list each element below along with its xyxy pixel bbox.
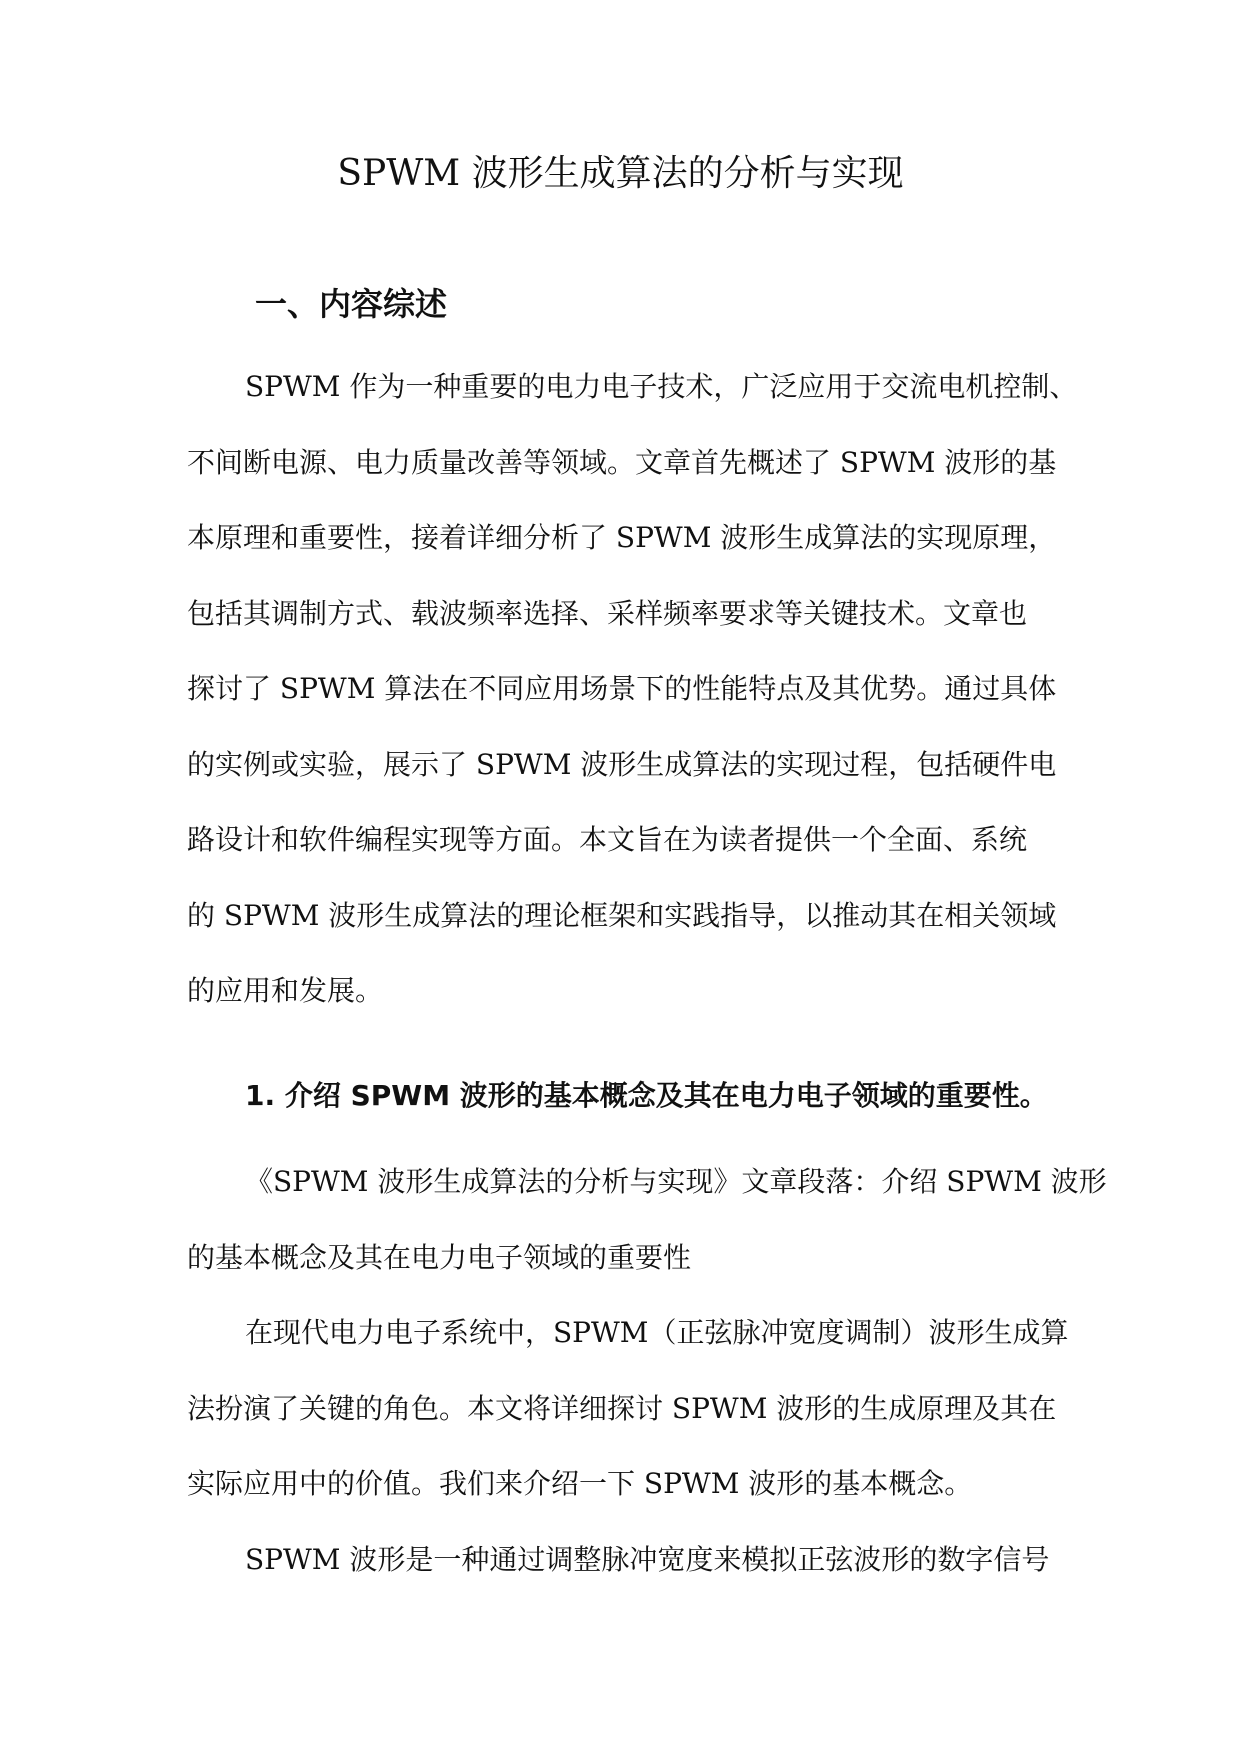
paragraph-line: 本原理和重要性，接着详细分析了 SPWM 波形生成算法的实现原理， (187, 521, 1057, 554)
paragraph-line: 探讨了 SPWM 算法在不同应用场景下的性能特点及其优势。通过具体 (187, 672, 1057, 705)
paragraph-line: 包括其调制方式、载波频率选择、采样频率要求等关键技术。文章也 (187, 597, 1028, 630)
paragraph-line: 的实例或实验，展示了 SPWM 波形生成算法的实现过程，包括硬件电 (187, 748, 1057, 781)
paragraph-line: 《SPWM 波形生成算法的分析与实现》文章段落：介绍 SPWM 波形 (245, 1165, 1107, 1198)
section-heading: 一、内容综述 (255, 285, 448, 323)
paragraph-line: SPWM 波形是一种通过调整脉冲宽度来模拟正弦波形的数字信号 (245, 1543, 1050, 1576)
paragraph-line: 法扮演了关键的角色。本文将详细探讨 SPWM 波形的生成原理及其在 (187, 1392, 1057, 1425)
paragraph-line: 不间断电源、电力质量改善等领域。文章首先概述了 SPWM 波形的基 (187, 446, 1057, 479)
paragraph-line: 在现代电力电子系统中，SPWM（正弦脉冲宽度调制）波形生成算 (245, 1316, 1069, 1349)
document-title: SPWM 波形生成算法的分析与实现 (337, 153, 904, 194)
paragraph-line: 的应用和发展。 (187, 974, 384, 1007)
paragraph-line: 的 SPWM 波形生成算法的理论框架和实践指导，以推动其在相关领域 (187, 899, 1057, 932)
paragraph-line: 的基本概念及其在电力电子领域的重要性 (187, 1241, 692, 1274)
subsection-heading: 1. 介绍 SPWM 波形的基本概念及其在电力电子领域的重要性。 (245, 1079, 1048, 1112)
paragraph-line: 路设计和软件编程实现等方面。本文旨在为读者提供一个全面、系统 (187, 823, 1028, 856)
paragraph-line: 实际应用中的价值。我们来介绍一下 SPWM 波形的基本概念。 (187, 1467, 973, 1500)
paragraph-line: SPWM 作为一种重要的电力电子技术，广泛应用于交流电机控制、 (245, 370, 1078, 403)
